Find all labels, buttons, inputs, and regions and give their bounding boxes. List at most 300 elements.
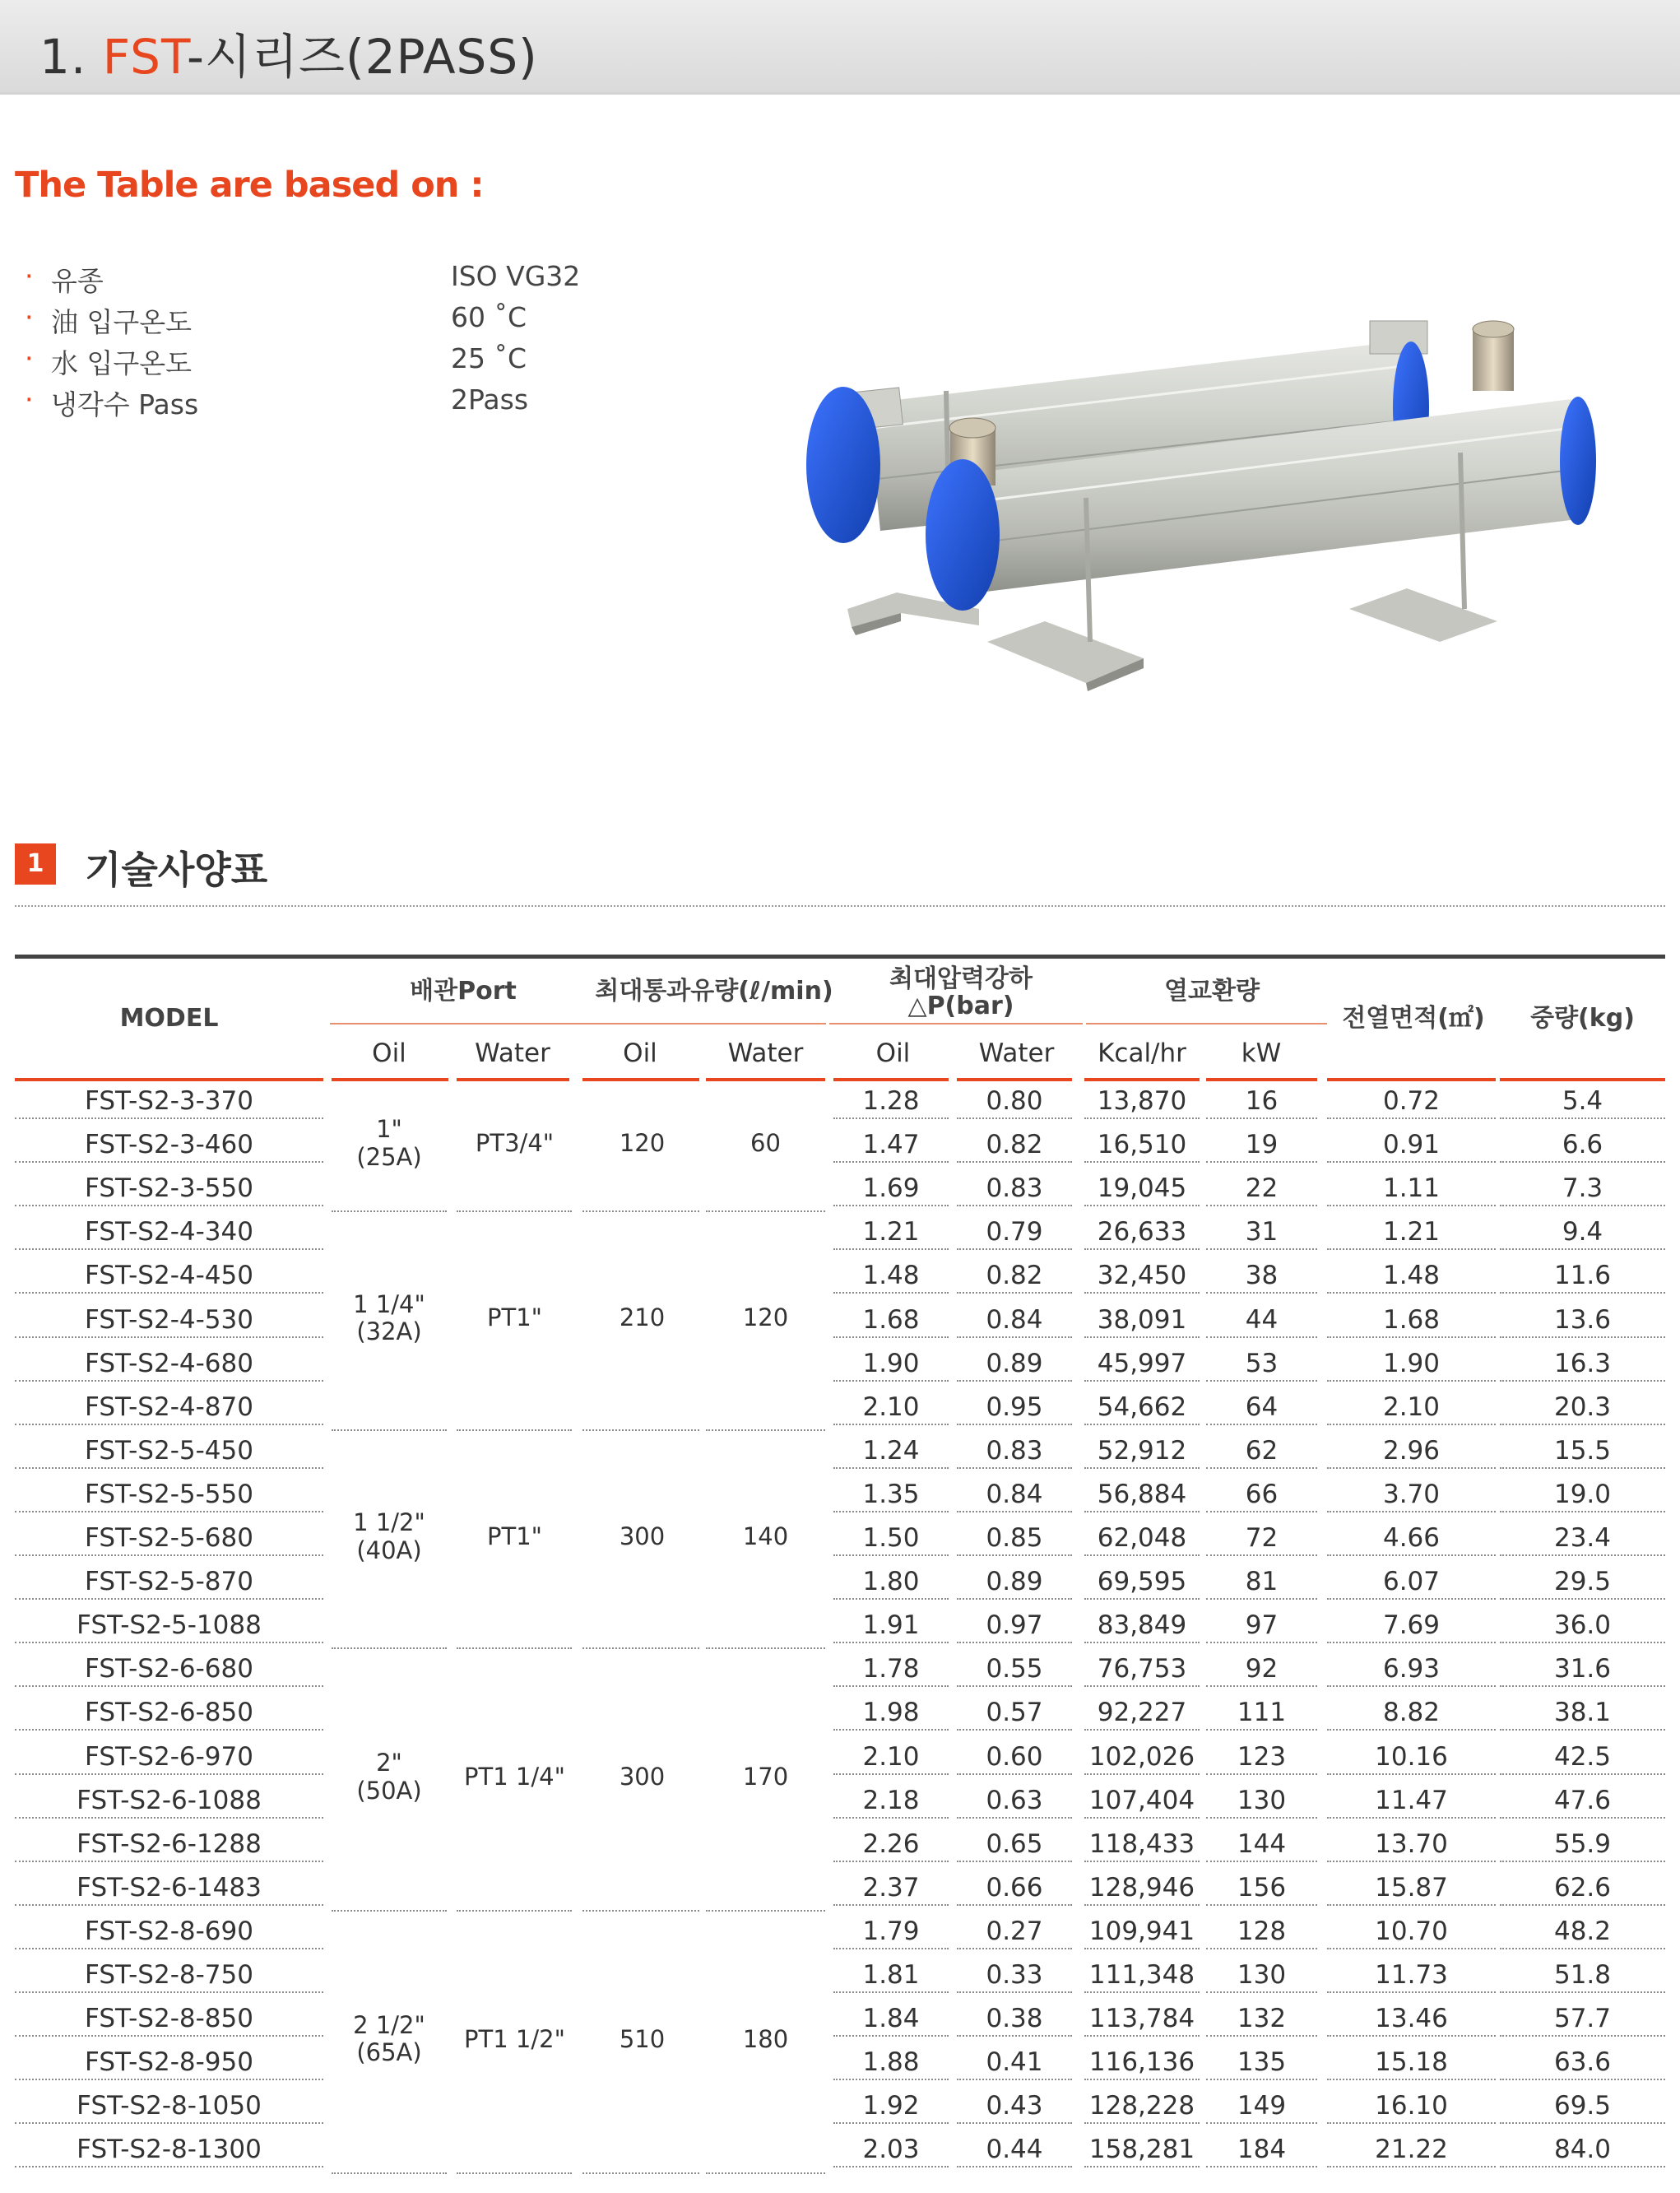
dp-oil-cell: 2.10 bbox=[862, 1392, 920, 1422]
dp-water-cell: 0.57 bbox=[986, 1698, 1043, 1728]
row-divider bbox=[15, 1685, 323, 1687]
weight-cell: 9.4 bbox=[1562, 1217, 1603, 1248]
area-cell: 1.21 bbox=[1382, 1217, 1441, 1248]
kw-cell: 123 bbox=[1237, 1741, 1287, 1772]
row-divider bbox=[957, 1292, 1072, 1294]
port-water-cell: PT3/4" bbox=[475, 1128, 555, 1157]
kw-cell: 132 bbox=[1237, 2004, 1287, 2034]
kw-cell: 130 bbox=[1237, 1785, 1287, 1815]
dp-water-cell: 0.55 bbox=[986, 1654, 1043, 1684]
area-cell: 7.69 bbox=[1382, 1610, 1441, 1641]
dp-water-cell: 0.33 bbox=[986, 1960, 1043, 1990]
row-divider bbox=[833, 1904, 949, 1906]
row-divider bbox=[1206, 1729, 1317, 1731]
model-cell: FST-S2-6-1288 bbox=[77, 1828, 262, 1859]
header-underline bbox=[1500, 1078, 1665, 1081]
model-cell: FST-S2-3-370 bbox=[85, 1086, 253, 1116]
header-pressure-line2: △P(bar) bbox=[907, 991, 1014, 1020]
weight-cell: 48.2 bbox=[1553, 1916, 1612, 1946]
row-divider bbox=[15, 2035, 323, 2037]
model-cell: FST-S2-4-450 bbox=[85, 1261, 253, 1291]
kw-cell: 184 bbox=[1237, 2135, 1287, 2165]
kw-cell: 144 bbox=[1237, 1828, 1287, 1859]
row-divider bbox=[833, 1205, 949, 1206]
row-divider bbox=[1206, 2035, 1317, 2037]
oil-cooler-illustration bbox=[757, 296, 1596, 691]
row-divider bbox=[1500, 2166, 1665, 2167]
row-divider bbox=[1500, 1598, 1665, 1600]
row-divider bbox=[15, 1511, 323, 1512]
row-divider bbox=[1084, 1117, 1200, 1119]
dp-oil-cell: 1.78 bbox=[862, 1654, 920, 1684]
row-divider bbox=[957, 1117, 1072, 1119]
row-divider bbox=[957, 1424, 1072, 1425]
row-divider bbox=[1084, 2122, 1200, 2124]
area-cell: 11.73 bbox=[1375, 1960, 1448, 1990]
kcal-cell: 116,136 bbox=[1088, 2047, 1195, 2078]
area-cell: 13.70 bbox=[1375, 1828, 1448, 1859]
row-divider bbox=[833, 1292, 949, 1294]
kcal-cell: 111,348 bbox=[1088, 1960, 1195, 1990]
port-oil-size: 1 1/4" bbox=[353, 1289, 425, 1318]
row-divider bbox=[1500, 1904, 1665, 1906]
header-kw: kW bbox=[1241, 1038, 1282, 1068]
row-divider bbox=[1206, 1991, 1317, 1993]
row-divider bbox=[957, 1991, 1072, 1993]
row-divider bbox=[957, 1511, 1072, 1512]
dp-water-cell: 0.97 bbox=[986, 1610, 1043, 1641]
row-divider bbox=[1327, 1292, 1496, 1294]
row-divider bbox=[1084, 1991, 1200, 1993]
row-divider bbox=[1500, 1292, 1665, 1294]
row-divider bbox=[957, 2035, 1072, 2037]
row-divider bbox=[957, 1336, 1072, 1338]
kw-cell: 135 bbox=[1237, 2047, 1287, 2078]
port-oil-spec: (25A) bbox=[356, 1142, 422, 1171]
area-cell: 3.70 bbox=[1382, 1479, 1441, 1509]
dp-oil-cell: 1.47 bbox=[862, 1130, 920, 1160]
row-divider bbox=[1327, 1948, 1496, 1949]
header-port-oil: Oil bbox=[372, 1038, 406, 1068]
group-divider bbox=[706, 2172, 825, 2174]
area-cell: 21.22 bbox=[1375, 2135, 1448, 2165]
dp-oil-cell: 1.98 bbox=[862, 1698, 920, 1728]
port-oil-size: 2 1/2" bbox=[353, 2010, 425, 2039]
row-divider bbox=[1084, 1205, 1200, 1206]
area-cell: 1.11 bbox=[1382, 1173, 1441, 1204]
flow-water-cell: 180 bbox=[742, 2024, 789, 2053]
header-pressure-line1: 최대압력강하 bbox=[889, 964, 1033, 993]
row-divider bbox=[833, 1729, 949, 1731]
row-divider bbox=[1084, 1598, 1200, 1600]
model-cell: FST-S2-5-550 bbox=[85, 1479, 253, 1509]
row-divider bbox=[1206, 1117, 1317, 1119]
header-underline bbox=[1206, 1078, 1317, 1081]
weight-cell: 36.0 bbox=[1553, 1610, 1612, 1641]
kcal-cell: 102,026 bbox=[1088, 1741, 1195, 1772]
row-divider bbox=[1206, 1467, 1317, 1469]
row-divider bbox=[833, 1511, 949, 1512]
kw-cell: 92 bbox=[1245, 1654, 1279, 1684]
model-cell: FST-S2-8-950 bbox=[85, 2047, 253, 2078]
bullet-icon: · bbox=[25, 342, 34, 374]
row-divider bbox=[833, 1991, 949, 1993]
kw-cell: 38 bbox=[1245, 1261, 1279, 1291]
weight-cell: 69.5 bbox=[1553, 2091, 1612, 2121]
dp-oil-cell: 1.28 bbox=[862, 1086, 920, 1116]
page-title bbox=[39, 18, 538, 87]
kw-cell: 128 bbox=[1237, 1916, 1287, 1946]
section-badge: 1 bbox=[15, 843, 56, 885]
row-divider bbox=[1206, 1554, 1317, 1556]
port-oil-spec: (50A) bbox=[356, 1776, 422, 1805]
kcal-cell: 45,997 bbox=[1097, 1348, 1187, 1378]
kw-cell: 64 bbox=[1245, 1392, 1279, 1422]
row-divider bbox=[833, 1336, 949, 1338]
port-oil-size: 2" bbox=[376, 1749, 402, 1777]
kcal-cell: 128,946 bbox=[1088, 1872, 1195, 1903]
row-divider bbox=[1327, 1729, 1496, 1731]
weight-cell: 13.6 bbox=[1553, 1304, 1612, 1335]
flow-water-cell: 120 bbox=[742, 1303, 789, 1332]
row-divider bbox=[1084, 1161, 1200, 1163]
kw-cell: 53 bbox=[1245, 1348, 1279, 1378]
row-divider bbox=[15, 1336, 323, 1338]
dp-oil-cell: 2.03 bbox=[862, 2135, 920, 2165]
row-divider bbox=[15, 1817, 323, 1819]
row-divider bbox=[1206, 1904, 1317, 1906]
header-underline bbox=[957, 1078, 1072, 1081]
kw-cell: 62 bbox=[1245, 1435, 1279, 1466]
row-divider bbox=[957, 1642, 1072, 1643]
row-divider bbox=[833, 1117, 949, 1119]
model-cell: FST-S2-6-850 bbox=[85, 1698, 253, 1728]
model-cell: FST-S2-5-680 bbox=[85, 1523, 253, 1553]
header-weight: 중량(kg) bbox=[1530, 1004, 1635, 1033]
weight-cell: 42.5 bbox=[1553, 1741, 1612, 1772]
kcal-cell: 62,048 bbox=[1097, 1523, 1187, 1553]
weight-cell: 38.1 bbox=[1553, 1698, 1612, 1728]
group-divider bbox=[582, 2172, 699, 2174]
dp-water-cell: 0.89 bbox=[986, 1348, 1043, 1378]
row-divider bbox=[15, 2079, 323, 2080]
header-divider bbox=[829, 1023, 1083, 1024]
kcal-cell: 109,941 bbox=[1088, 1916, 1195, 1946]
row-divider bbox=[1084, 1511, 1200, 1512]
port-water-cell: PT1 1/4" bbox=[464, 1762, 565, 1791]
row-divider bbox=[1084, 1292, 1200, 1294]
row-divider bbox=[15, 1642, 323, 1643]
bullet-icon: · bbox=[25, 260, 34, 292]
kcal-cell: 32,450 bbox=[1097, 1261, 1187, 1291]
model-cell: FST-S2-8-850 bbox=[85, 2004, 253, 2034]
row-divider bbox=[833, 1554, 949, 1556]
row-divider bbox=[1327, 1817, 1496, 1819]
kw-cell: 22 bbox=[1245, 1173, 1279, 1204]
condition-value: ISO VG32 bbox=[451, 260, 581, 292]
bullet-icon: · bbox=[25, 301, 34, 333]
row-divider bbox=[1084, 1948, 1200, 1949]
row-divider bbox=[15, 1205, 323, 1206]
dp-water-cell: 0.43 bbox=[986, 2091, 1043, 2121]
row-divider bbox=[1327, 1991, 1496, 1993]
row-divider bbox=[1500, 2079, 1665, 2080]
model-cell: FST-S2-6-970 bbox=[85, 1741, 253, 1772]
row-divider bbox=[1084, 2166, 1200, 2167]
area-cell: 6.07 bbox=[1382, 1567, 1441, 1597]
kcal-cell: 83,849 bbox=[1097, 1610, 1187, 1641]
dp-oil-cell: 1.91 bbox=[862, 1610, 920, 1641]
row-divider bbox=[1327, 2035, 1496, 2037]
model-cell: FST-S2-8-690 bbox=[85, 1916, 253, 1946]
model-cell: FST-S2-5-450 bbox=[85, 1435, 253, 1466]
row-divider bbox=[1500, 1424, 1665, 1425]
row-divider bbox=[833, 2035, 949, 2037]
row-divider bbox=[1500, 1729, 1665, 1731]
row-divider bbox=[1084, 1424, 1200, 1425]
model-cell: FST-S2-8-1300 bbox=[77, 2135, 262, 2165]
flow-water-cell: 140 bbox=[742, 1522, 789, 1550]
row-divider bbox=[957, 1904, 1072, 1906]
row-divider bbox=[1327, 1598, 1496, 1600]
header-kcal: Kcal/hr bbox=[1098, 1038, 1186, 1068]
dp-water-cell: 0.41 bbox=[986, 2047, 1043, 2078]
header-underline bbox=[1327, 1078, 1496, 1081]
row-divider bbox=[1206, 1642, 1317, 1643]
row-divider bbox=[1327, 2166, 1496, 2167]
row-divider bbox=[1500, 1336, 1665, 1338]
row-divider bbox=[15, 1598, 323, 1600]
dp-oil-cell: 1.79 bbox=[862, 1916, 920, 1946]
condition-label: 油 입구온도 bbox=[51, 306, 193, 338]
row-divider bbox=[1206, 2166, 1317, 2167]
port-oil-size: 1" bbox=[376, 1115, 402, 1144]
header-port: 배관Port bbox=[410, 976, 517, 1006]
dp-oil-cell: 1.21 bbox=[862, 1217, 920, 1248]
row-divider bbox=[1327, 2122, 1496, 2124]
dp-water-cell: 0.82 bbox=[986, 1261, 1043, 1291]
model-cell: FST-S2-3-460 bbox=[85, 1130, 253, 1160]
row-divider bbox=[1500, 1248, 1665, 1250]
row-divider bbox=[1500, 1773, 1665, 1775]
header-pressure-drop bbox=[838, 961, 1084, 1023]
row-divider bbox=[15, 2166, 323, 2167]
header-divider bbox=[581, 1023, 826, 1024]
dp-oil-cell: 2.26 bbox=[862, 1828, 920, 1859]
row-divider bbox=[1084, 1336, 1200, 1338]
dp-oil-cell: 1.84 bbox=[862, 2004, 920, 2034]
condition-item bbox=[25, 342, 650, 383]
flow-oil-cell: 120 bbox=[619, 1128, 666, 1157]
row-divider bbox=[1206, 2079, 1317, 2080]
row-divider bbox=[1327, 1205, 1496, 1206]
kcal-cell: 13,870 bbox=[1097, 1086, 1187, 1116]
header-underline bbox=[15, 1078, 323, 1081]
area-cell: 6.93 bbox=[1382, 1654, 1441, 1684]
dp-water-cell: 0.66 bbox=[986, 1872, 1043, 1903]
row-divider bbox=[833, 1948, 949, 1949]
row-divider bbox=[957, 1948, 1072, 1949]
row-divider bbox=[833, 1773, 949, 1775]
kcal-cell: 69,595 bbox=[1097, 1567, 1187, 1597]
dp-water-cell: 0.60 bbox=[986, 1741, 1043, 1772]
section-title: 기술사양표 bbox=[85, 848, 268, 892]
row-divider bbox=[957, 1817, 1072, 1819]
row-divider bbox=[1500, 2122, 1665, 2124]
row-divider bbox=[957, 1729, 1072, 1731]
kcal-cell: 16,510 bbox=[1097, 1130, 1187, 1160]
weight-cell: 7.3 bbox=[1562, 1173, 1603, 1204]
dp-oil-cell: 2.18 bbox=[862, 1785, 920, 1815]
area-cell: 15.87 bbox=[1375, 1872, 1448, 1903]
area-cell: 16.10 bbox=[1375, 2091, 1448, 2121]
area-cell: 10.70 bbox=[1375, 1916, 1448, 1946]
weight-cell: 55.9 bbox=[1553, 1828, 1612, 1859]
row-divider bbox=[15, 1991, 323, 1993]
row-divider bbox=[957, 2166, 1072, 2167]
dp-water-cell: 0.85 bbox=[986, 1523, 1043, 1553]
kcal-cell: 56,884 bbox=[1097, 1479, 1187, 1509]
row-divider bbox=[957, 1861, 1072, 1862]
port-oil-spec: (40A) bbox=[356, 1536, 422, 1564]
row-divider bbox=[1084, 1380, 1200, 1382]
kw-cell: 111 bbox=[1237, 1698, 1287, 1728]
row-divider bbox=[15, 1248, 323, 1250]
weight-cell: 63.6 bbox=[1553, 2047, 1612, 2078]
row-divider bbox=[1327, 1467, 1496, 1469]
row-divider bbox=[1206, 1424, 1317, 1425]
kcal-cell: 38,091 bbox=[1097, 1304, 1187, 1335]
dp-water-cell: 0.27 bbox=[986, 1916, 1043, 1946]
row-divider bbox=[1206, 1685, 1317, 1687]
weight-cell: 15.5 bbox=[1553, 1435, 1612, 1466]
row-divider bbox=[1084, 1773, 1200, 1775]
port-water-cell: PT1" bbox=[487, 1522, 542, 1550]
row-divider bbox=[1206, 1380, 1317, 1382]
row-divider bbox=[1084, 1729, 1200, 1731]
row-divider bbox=[1327, 1904, 1496, 1906]
dp-oil-cell: 1.35 bbox=[862, 1479, 920, 1509]
row-divider bbox=[15, 1117, 323, 1119]
header-heat-exchange: 열교환량 bbox=[1164, 976, 1260, 1006]
header-divider bbox=[330, 1023, 589, 1024]
row-divider bbox=[957, 1685, 1072, 1687]
row-divider bbox=[833, 1161, 949, 1163]
header-divider bbox=[1086, 1023, 1327, 1024]
row-divider bbox=[1327, 1117, 1496, 1119]
flow-oil-cell: 300 bbox=[619, 1762, 666, 1791]
kw-cell: 81 bbox=[1245, 1567, 1279, 1597]
row-divider bbox=[833, 1685, 949, 1687]
row-divider bbox=[1500, 1467, 1665, 1469]
row-divider bbox=[1500, 1511, 1665, 1512]
condition-label: 냉각수 Pass bbox=[51, 388, 199, 420]
row-divider bbox=[957, 1467, 1072, 1469]
row-divider bbox=[15, 1729, 323, 1731]
weight-cell: 62.6 bbox=[1553, 1872, 1612, 1903]
dp-water-cell: 0.95 bbox=[986, 1392, 1043, 1422]
row-divider bbox=[833, 1424, 949, 1425]
bullet-icon: · bbox=[25, 383, 34, 416]
condition-label: 水 입구온도 bbox=[51, 347, 193, 379]
condition-item bbox=[25, 301, 650, 342]
row-divider bbox=[957, 2122, 1072, 2124]
row-divider bbox=[1327, 1685, 1496, 1687]
condition-value: 60 ˚C bbox=[451, 301, 527, 333]
row-divider bbox=[957, 1205, 1072, 1206]
port-oil-cell bbox=[332, 1908, 447, 2171]
weight-cell: 51.8 bbox=[1553, 1960, 1612, 1990]
kcal-cell: 113,784 bbox=[1088, 2004, 1195, 2034]
row-divider bbox=[1084, 2079, 1200, 2080]
row-divider bbox=[1206, 1248, 1317, 1250]
row-divider bbox=[1206, 1336, 1317, 1338]
weight-cell: 23.4 bbox=[1553, 1523, 1612, 1553]
row-divider bbox=[833, 1861, 949, 1862]
row-divider bbox=[833, 1380, 949, 1382]
dp-water-cell: 0.89 bbox=[986, 1567, 1043, 1597]
row-divider bbox=[1500, 1642, 1665, 1643]
condition-value: 2Pass bbox=[451, 383, 529, 416]
row-divider bbox=[1500, 1817, 1665, 1819]
dp-water-cell: 0.82 bbox=[986, 1130, 1043, 1160]
kcal-cell: 158,281 bbox=[1088, 2135, 1195, 2165]
dp-oil-cell: 2.37 bbox=[862, 1872, 920, 1903]
row-divider bbox=[957, 1380, 1072, 1382]
dp-water-cell: 0.44 bbox=[986, 2135, 1043, 2165]
model-cell: FST-S2-3-550 bbox=[85, 1173, 253, 1204]
dp-oil-cell: 1.48 bbox=[862, 1261, 920, 1291]
header-flow: 최대통과유량(ℓ/min) bbox=[595, 976, 833, 1006]
condition-item bbox=[25, 260, 650, 301]
weight-cell: 20.3 bbox=[1553, 1392, 1612, 1422]
header-model: MODEL bbox=[119, 1004, 219, 1033]
kcal-cell: 76,753 bbox=[1097, 1654, 1187, 1684]
based-on-title: The Table are based on : bbox=[15, 165, 484, 206]
row-divider bbox=[1500, 1380, 1665, 1382]
row-divider bbox=[1327, 1248, 1496, 1250]
kw-cell: 19 bbox=[1245, 1130, 1279, 1160]
area-cell: 0.72 bbox=[1382, 1086, 1441, 1116]
area-cell: 0.91 bbox=[1382, 1130, 1441, 1160]
port-water-cell: PT1" bbox=[487, 1303, 542, 1332]
row-divider bbox=[1500, 1948, 1665, 1949]
condition-item bbox=[25, 383, 650, 425]
area-cell: 1.90 bbox=[1382, 1348, 1441, 1378]
row-divider bbox=[1327, 1642, 1496, 1643]
dp-water-cell: 0.80 bbox=[986, 1086, 1043, 1116]
kcal-cell: 107,404 bbox=[1088, 1785, 1195, 1815]
title-brand: FST bbox=[102, 29, 188, 85]
dp-water-cell: 0.84 bbox=[986, 1304, 1043, 1335]
dp-oil-cell: 2.10 bbox=[862, 1741, 920, 1772]
row-divider bbox=[1500, 1205, 1665, 1206]
model-cell: FST-S2-8-1050 bbox=[77, 2091, 262, 2121]
header-flow-water: Water bbox=[727, 1038, 804, 1068]
row-divider bbox=[1084, 1554, 1200, 1556]
row-divider bbox=[1500, 1161, 1665, 1163]
row-divider bbox=[1327, 1380, 1496, 1382]
dp-oil-cell: 1.90 bbox=[862, 1348, 920, 1378]
dp-oil-cell: 1.92 bbox=[862, 2091, 920, 2121]
flow-water-cell: 60 bbox=[750, 1128, 781, 1157]
row-divider bbox=[1327, 1773, 1496, 1775]
row-divider bbox=[15, 1467, 323, 1469]
area-cell: 8.82 bbox=[1382, 1698, 1441, 1728]
row-divider bbox=[15, 1380, 323, 1382]
row-divider bbox=[833, 1817, 949, 1819]
model-cell: FST-S2-4-530 bbox=[85, 1304, 253, 1335]
